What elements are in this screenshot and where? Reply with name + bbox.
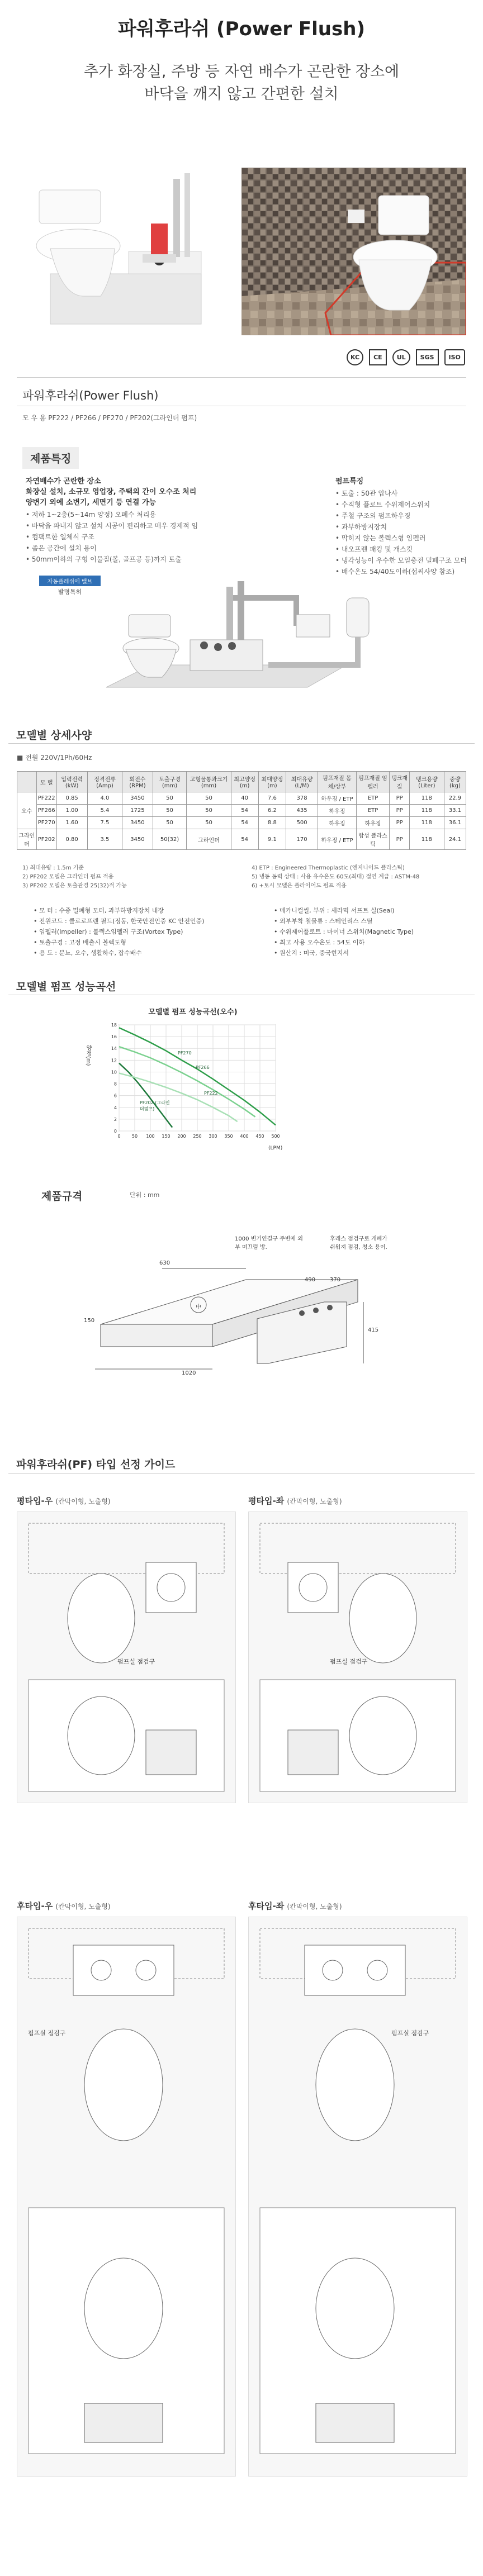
guide-panel-3 <box>17 1917 236 2477</box>
cert-badge-ce: CE <box>369 349 387 365</box>
feature-item: • 좁은 공간에 설치 용이 <box>26 544 97 552</box>
feature-bold: 자연배수가 곤란한 장소 <box>26 477 101 486</box>
spec-header: 회전수(RPM) <box>122 772 153 792</box>
chart-x-tick-label: 150 <box>162 1134 171 1139</box>
guide-panel-3-title: 후타입-우 (칸막이형, 노출형) <box>17 1901 111 1911</box>
series-label-pf202: PF202 (그라인더펌프) <box>140 1100 170 1111</box>
pump-feature-item: • 주철 구조의 펌프하우징 <box>335 512 411 520</box>
spec-header: 펌프재질 몸체/상부 <box>318 772 357 792</box>
pump-feature-item: • 내오프렌 패킹 및 개스킷 <box>335 545 413 553</box>
chart-y-tick-label: 8 <box>113 1081 117 1087</box>
guide-panel-4-title: 후타입-좌 (칸막이형, 노출형) <box>248 1901 342 1911</box>
table-row: 그라인더 PF202 0.80 3.5 3450 50(32) 그라인더 54 9.1 170 하우징 / ETP 합성 플라스틱 PP 118 24.1 <box>17 829 466 850</box>
chart-x-tick-label: 100 <box>146 1134 155 1139</box>
chart-x-tick-label: 350 <box>224 1134 233 1139</box>
spec-group: 그라인더 <box>17 829 37 850</box>
chart-x-tick-label: 450 <box>255 1134 264 1139</box>
cert-badge-iso: ISO <box>444 349 465 365</box>
pump-feature-item: • 냉각성능이 우수한 모일충전 밀폐구조 모터 <box>335 557 467 564</box>
features-right <box>335 475 475 577</box>
guide-panel-4-label: 펌프실 점검구 <box>391 2030 429 2037</box>
spec-notes-left: 1) 최대유량 : 1.5m 기준 2) PF202 모델은 그라인더 펌프 적용 3) PF202 모델은 토출관경 25(32)적 가능 <box>22 865 127 889</box>
chart-y-tick-label: 10 <box>111 1070 117 1075</box>
divider <box>8 1473 475 1474</box>
dimension-150: 150 <box>84 1318 95 1324</box>
series-label-pf270: PF270 <box>178 1051 192 1056</box>
feature-bold: 화장실 설치, 소규모 영업장, 주택의 간이 오수조 처리 <box>26 488 197 496</box>
chart-x-tick-label: 200 <box>177 1134 186 1139</box>
spec-group: 오수 <box>17 792 37 829</box>
chart-x-tick-label: 50 <box>131 1134 138 1139</box>
dimension-490: 490 <box>305 1277 316 1283</box>
spec-header: 탱크재질 <box>390 772 409 792</box>
table-row: 오수 PF222 0.85 4.0 3450 50 50 40 7.6 378 하우징 / ETP ETP PP 118 22.9 <box>17 792 466 805</box>
guide-panel-2-label: 펌프실 점검구 <box>330 1658 368 1665</box>
spec-header: 최대유량(L/M) <box>286 772 318 792</box>
chart-y-tick-label: 12 <box>111 1058 117 1063</box>
spec-header: 입력전력(kW) <box>56 772 87 792</box>
series-label-pf266: PF266 <box>196 1065 210 1070</box>
guide-panel-4 <box>248 1917 467 2477</box>
performance-heading: 모델별 펌프 성능곡선 <box>16 981 116 993</box>
chart-x-tick-label: 0 <box>117 1134 121 1139</box>
spec-table-wrap <box>17 771 466 850</box>
chart-y-tick-label: 18 <box>111 1023 117 1028</box>
divider <box>17 377 466 378</box>
spec-header: 펌프재질 임펠러 <box>356 772 390 792</box>
dimension-note-1: 1000 변기연결구 주변에 외부 미끄럼 방. <box>235 1236 303 1251</box>
dimensions-heading: 제품규격 <box>41 1190 83 1203</box>
chart-y-tick-label: 6 <box>113 1093 117 1099</box>
spec-table <box>17 771 466 850</box>
spec-header: 정격전류(Amp) <box>87 772 122 792</box>
cert-badge-kc: KC <box>347 349 363 365</box>
hero-photo-left <box>17 168 235 335</box>
hero-title: 파워후라쉬 (Power Flush) <box>117 18 365 40</box>
model-spec-heading: 모델별 상세사양 <box>16 729 92 742</box>
chart-y-tick-label: 2 <box>113 1116 117 1122</box>
chart-y-tick-label: 4 <box>113 1105 117 1110</box>
spec-header: 탱크용량(Liter) <box>409 772 444 792</box>
spec-header: 토출구경(mm) <box>153 772 187 792</box>
chart-y-tick-label: 14 <box>111 1046 117 1052</box>
installation-diagram <box>84 581 397 698</box>
feature-item: • 저하 1~2층(5~14m 양정) 오폐수 처리용 <box>26 511 157 519</box>
spec-items-left: • 모 터 : 수중 밀폐형 모터, 과부하방지장치 내장 • 전원코드 : 클로로프렌 필드(정동, 한국안전인증 KC 안전인증) • 임펠러(Impeller) : 볼렉스임펠러 구조(Vortex Type) • 토출구경 : 고정 배출시 볼렉도형 • 용 도 : 분뇨, 오수, 생활하수, 잡수배수 <box>34 907 205 957</box>
pump-feature-item: • 수직형 플로트 수위제어스위치 <box>335 501 430 508</box>
dimension-1020: 1020 <box>182 1370 196 1376</box>
performance-chart-svg <box>103 1021 282 1144</box>
hero-subtitle-line1: 추가 화장실, 주방 등 자연 배수가 곤란한 장소에 <box>83 63 400 80</box>
divider <box>8 743 475 744</box>
dimensions-unit: 단위 : mm <box>130 1191 160 1199</box>
spec-header: 최고양정(m) <box>231 772 258 792</box>
spec-header: 고형물통과크기(mm) <box>187 772 231 792</box>
cert-badges <box>347 349 465 365</box>
pump-feature-item: • 막히지 않는 볼렉스형 임펠러 <box>335 534 426 542</box>
features-heading: 제품특징 <box>22 447 79 469</box>
series-label-pf222: PF222 <box>204 1091 218 1096</box>
features-left <box>26 475 238 565</box>
pump-feature-item: • 배수온도 54/40도이하(섭씨사양 참조) <box>335 568 455 576</box>
product-models: 모 우 용 PF222 / PF266 / PF270 / PF202(그라인더 펌프) <box>22 414 197 422</box>
feature-item: • 50mm이하의 구형 이물질(볼, 골프공 등)까지 토출 <box>26 555 182 563</box>
dimension-center-label: 中 <box>196 1304 201 1310</box>
pump-feature-item: • 과부하방지장치 <box>335 523 387 531</box>
chart-title: 모델별 펌프 성능곡선(오수) <box>148 1008 238 1016</box>
table-row: PF266 1.00 5.4 1725 50 50 54 6.2 435 하우징 ETP PP 118 33.1 <box>17 805 466 817</box>
spec-items-right: • 메카니컬씰, 부위 : 세라믹 서프트 실(Seal) • 외부부착 철물류 : 스테인리스 스틸 • 수위제어플로트 : 마이너 스위치(Magnetic Type) • 최고 사용 오수온도 : 54도 이하 • 원산지 : 미국, 중국현지서 <box>274 907 414 957</box>
chart-x-tick-label: 500 <box>271 1134 280 1139</box>
performance-chart <box>103 1021 282 1144</box>
guide-panel-2-title: 평타입-좌 (칸막이형, 노출형) <box>248 1496 342 1506</box>
cert-badge-sgs: SGS <box>416 349 439 365</box>
chart-xlabel: (LPM) <box>268 1146 283 1151</box>
hero-photo-right <box>242 168 466 335</box>
hero-subtitle-line2: 바닥을 깨지 않고 간편한 설치 <box>144 85 339 103</box>
guide-panel-1-label: 펌프실 점검구 <box>117 1658 155 1665</box>
dimension-630: 630 <box>159 1260 171 1266</box>
dimension-drawing <box>61 1235 419 1414</box>
table-row: PF270 1.60 7.5 3450 50 50 54 8.8 500 하우징 하우징 PP 118 36.1 <box>17 817 466 829</box>
chart-x-tick-label: 300 <box>209 1134 217 1139</box>
guide-panel-1-title: 평타입-우 (칸막이형, 노출형) <box>17 1496 111 1506</box>
spec-header: 최대양정(m) <box>258 772 286 792</box>
pump-features-heading: 펌프특징 <box>335 477 364 486</box>
feature-item: • 컴팩트한 일체식 구조 <box>26 533 94 541</box>
spec-header: 모 델 <box>36 772 56 792</box>
chart-x-tick-label: 250 <box>193 1134 202 1139</box>
spec-notes-right: 4) ETP : Engineered Thermoplastic (엔지니어드 플라스틱) 5) 냉동 동력 상태 : 사용 유수온도 60도(최대) 절연 계급 : ASTM-48 6) +토시 모델은 플라이어드 펌프 적용 <box>252 865 420 889</box>
pump-feature-item: • 토출 : 50관 압나사 <box>335 489 398 497</box>
feature-item: • 바닥을 파내지 않고 설치 시공이 편리하고 매우 경제적 임 <box>26 522 198 530</box>
chart-ylabel: 양정(m) <box>85 1045 91 1066</box>
cert-badge-ul: UL <box>392 349 410 365</box>
chart-y-tick-label: 0 <box>113 1129 117 1134</box>
diagram-badge: 자동플레쉬에 밸브 발명특허 <box>39 576 101 596</box>
chart-x-tick-label: 400 <box>240 1134 249 1139</box>
guide-heading: 파워후라쉬(PF) 타입 선정 가이드 <box>16 1458 176 1471</box>
dimension-415: 415 <box>368 1327 379 1333</box>
dimension-note-2: 후레스 점검구로 개폐가 쉬워져 점검, 청소 용이. <box>330 1236 387 1251</box>
spec-header: 중량(kg) <box>444 772 466 792</box>
product-title: 파워후라쉬(Power Flush) <box>22 389 159 402</box>
dimension-370: 370 <box>330 1277 341 1283</box>
feature-bold: 양변기 외에 소변기, 세면기 등 연결 가능 <box>26 498 157 507</box>
guide-panel-3-label: 펌프실 점검구 <box>28 2030 66 2037</box>
spec-header-row <box>17 772 466 792</box>
model-spec-power: ■ 전원 220V/1Ph/60Hz <box>17 754 92 762</box>
chart-y-tick-label: 16 <box>111 1034 117 1040</box>
